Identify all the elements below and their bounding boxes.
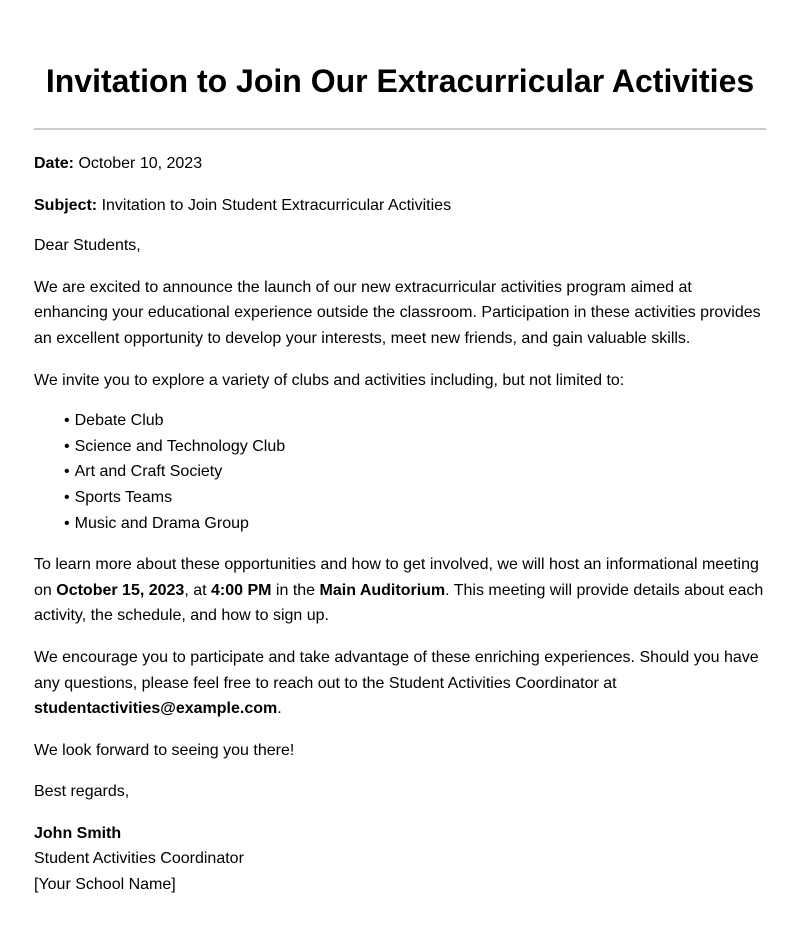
invite-paragraph: We invite you to explore a variety of clubs and activities including, but not limited to: xyxy=(34,371,625,389)
encourage-paragraph xyxy=(34,645,766,722)
activities-list xyxy=(34,408,766,536)
signer-school: [Your School Name] xyxy=(34,876,176,894)
signer-name xyxy=(34,821,766,847)
meeting-time: 4:00 PM xyxy=(211,581,272,599)
meeting-text-4: . This meeting will provide details about each activity, the schedule, and how to sign up. xyxy=(34,581,764,625)
greeting: Dear Students, xyxy=(34,237,141,255)
date-value: October 10, 2023 xyxy=(74,155,203,172)
meeting-paragraph xyxy=(34,552,766,629)
meeting-text-2: , at xyxy=(184,581,212,599)
list-item: • Sports Teams xyxy=(64,485,766,511)
signature-block xyxy=(34,821,766,898)
encourage-end: . xyxy=(277,700,282,718)
signer-name-text: John Smith xyxy=(34,824,122,842)
sign-off: Best regards, xyxy=(34,783,130,801)
meeting-text-3: in the xyxy=(271,581,320,599)
intro-paragraph: We are excited to announce the launch of our new extracurricular activities program aimed at enhancing your educational experience outside the classroom. Participation in these activities provides an excellent opportunity to develop your interests, meet new friends, and gain valuable skills. xyxy=(34,278,761,347)
signer-role: Student Activities Coordinator xyxy=(34,850,244,868)
meeting-location: Main Auditorium xyxy=(319,581,446,599)
list-item: • Science and Technology Club xyxy=(64,434,766,460)
date-label: Date: xyxy=(34,155,75,172)
meeting-date: October 15, 2023 xyxy=(56,581,185,599)
list-item: • Music and Drama Group xyxy=(64,511,766,537)
contact-email: studentactivities@example.com xyxy=(34,700,278,718)
date-line xyxy=(34,151,766,177)
closing-line: We look forward to seeing you there! xyxy=(34,741,295,759)
subject-value: Invitation to Join Student Extracurricular Activities xyxy=(97,196,452,214)
letter-title: Invitation to Join Our Extracurricular Activities xyxy=(45,63,755,99)
encourage-text: We encourage you to participate and take advantage of these enriching experiences. Should you have any questions, please feel free to reach out to the Student Activities Coordinator at xyxy=(34,648,759,692)
subject-label: Subject: xyxy=(34,196,98,214)
meeting-text-1: To learn more about these opportunities and how to get involved, we will host an informational meeting on xyxy=(34,556,759,599)
title-divider xyxy=(34,128,766,130)
subject-line xyxy=(34,193,766,219)
list-item: • Art and Craft Society xyxy=(64,459,766,485)
list-item: • Debate Club xyxy=(64,408,766,434)
